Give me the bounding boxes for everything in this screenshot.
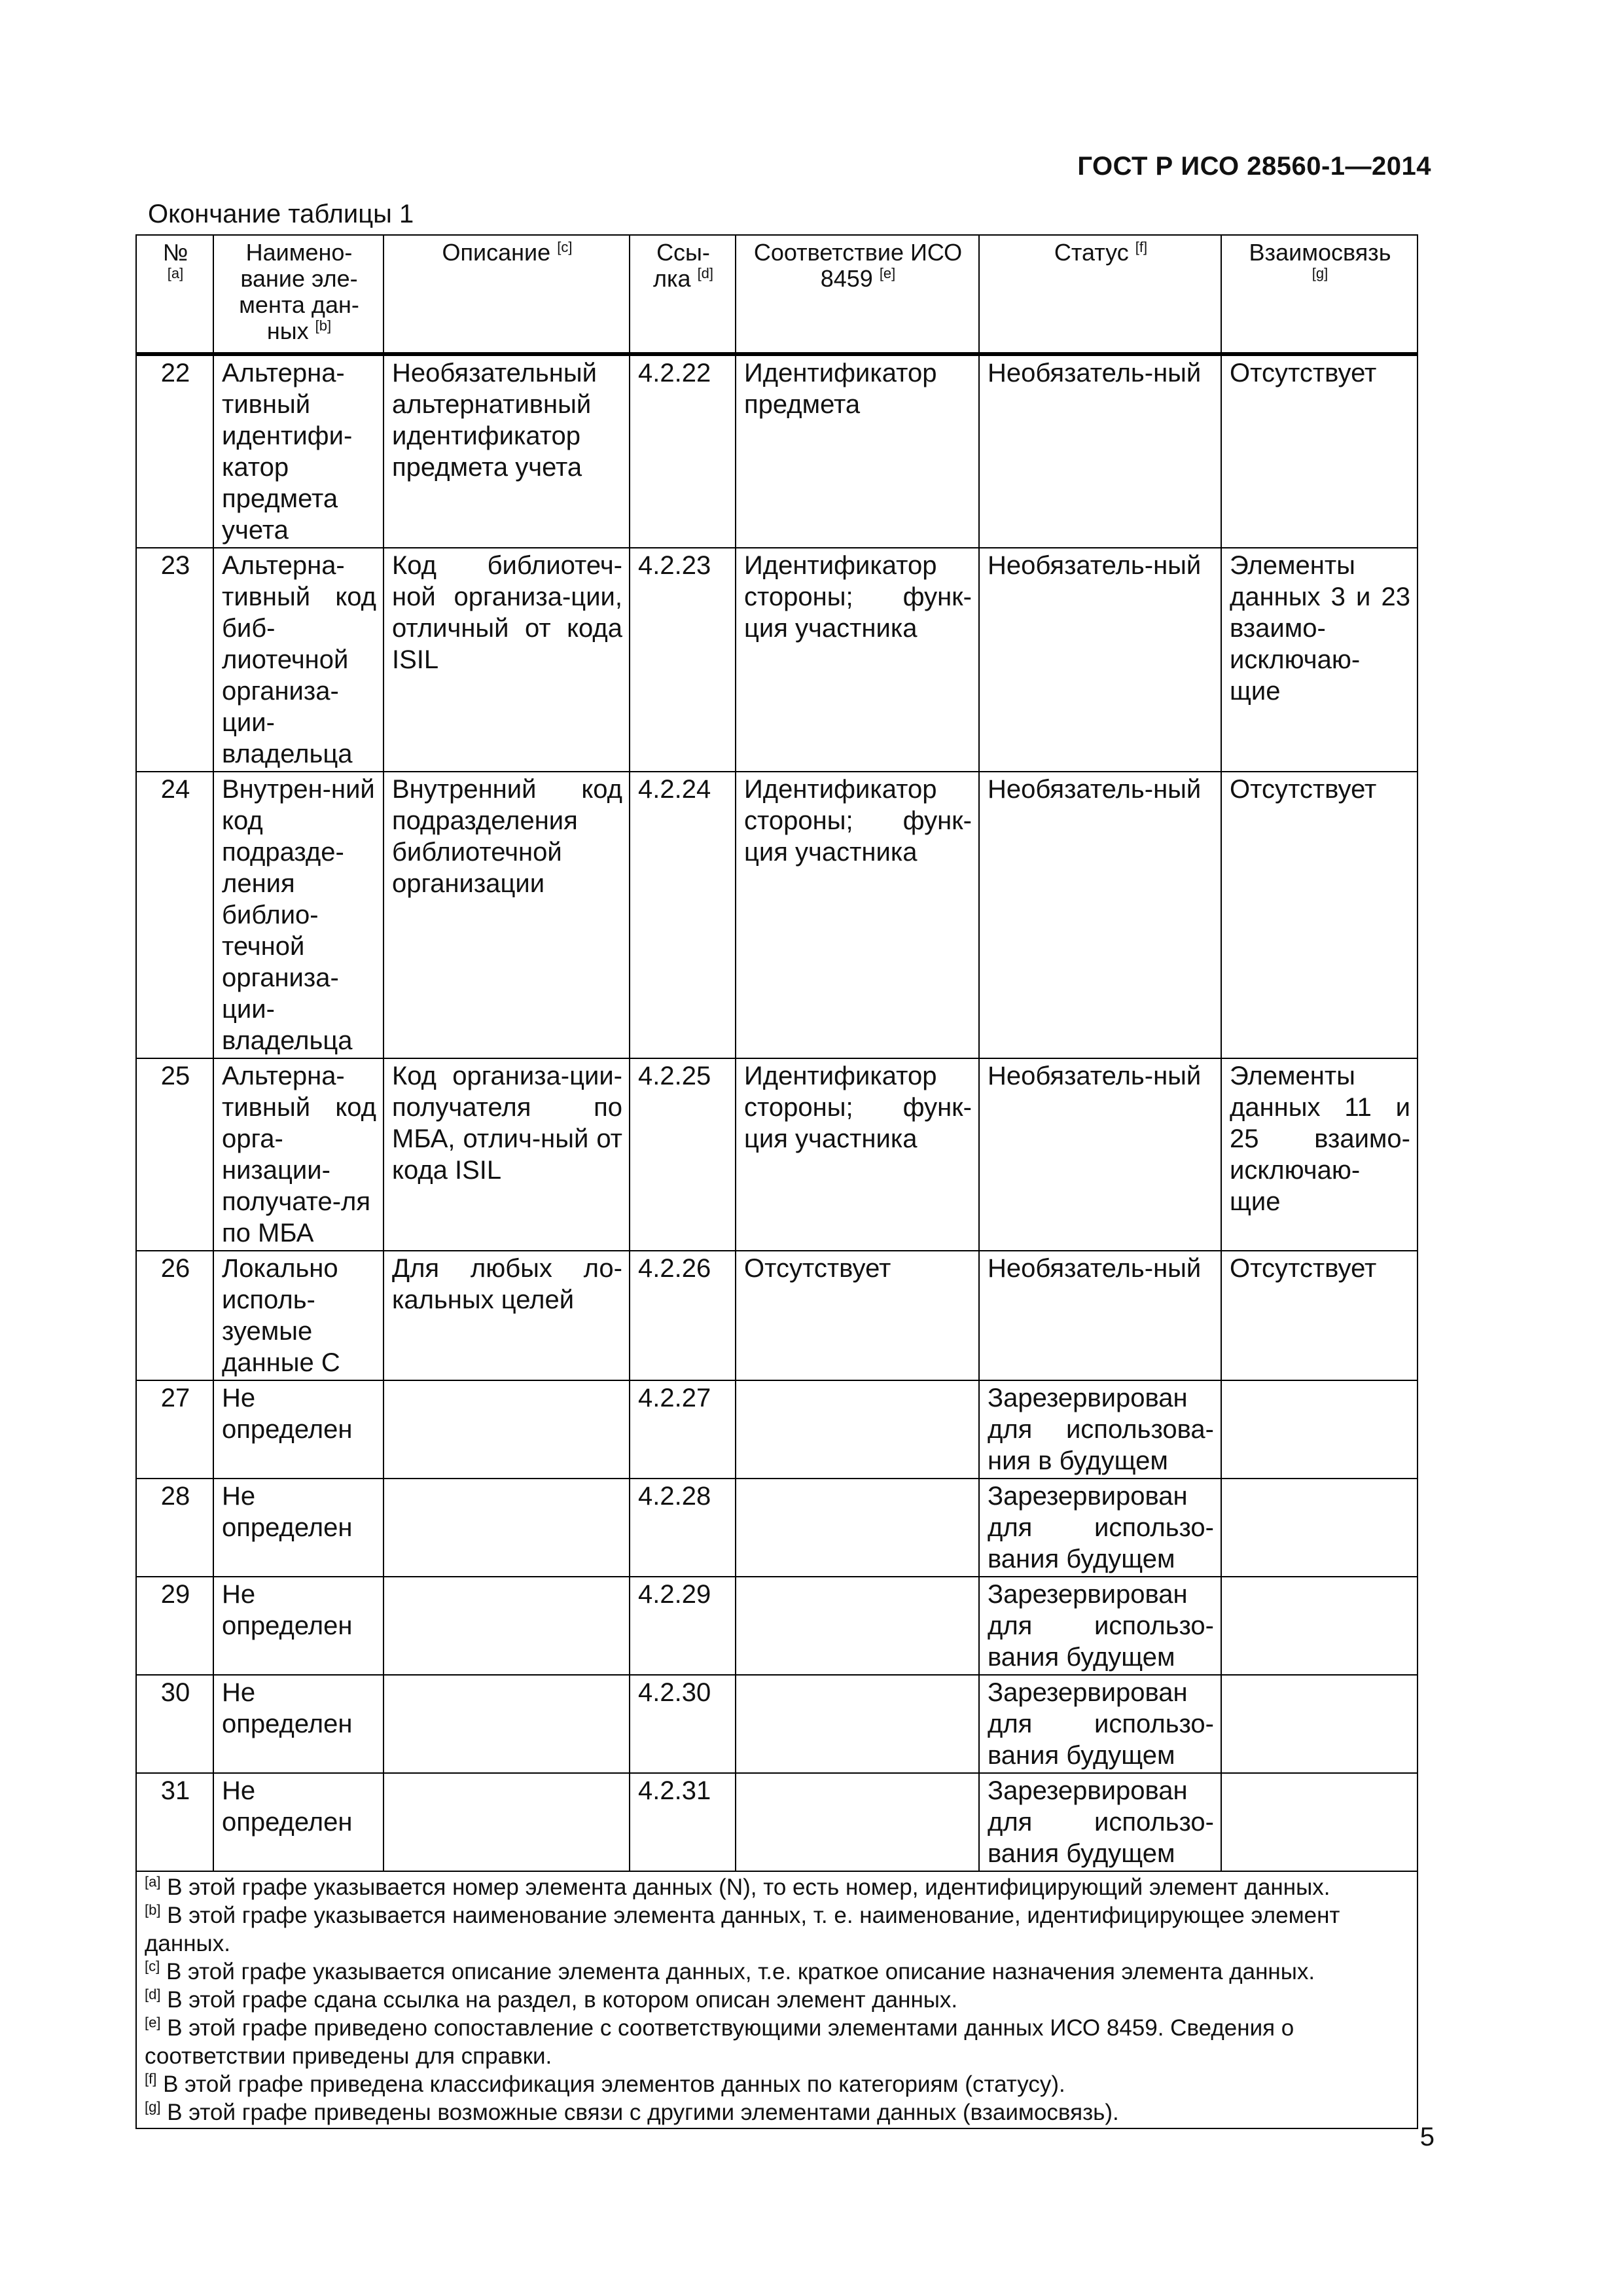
cell-relation — [1221, 1380, 1418, 1479]
cell-iso-8459 — [736, 1773, 979, 1871]
cell-relation: Отсутствует — [1221, 354, 1418, 548]
column-header-description: Описание [c] — [383, 235, 630, 354]
cell-description: Код организа-ции-получателя по МБА, отлич-ный от кода ISIL — [383, 1058, 630, 1251]
document-header-standard-id: ГОСТ Р ИСО 28560-1—2014 — [1077, 152, 1431, 181]
cell-reference: 4.2.26 — [630, 1251, 736, 1380]
cell-description: Код библиотеч-ной организа-ции, отличный от кода ISIL — [383, 548, 630, 772]
table-row — [136, 772, 1418, 1058]
footnote-mark: [c] — [145, 1958, 160, 1975]
cell-reference: 4.2.31 — [630, 1773, 736, 1871]
cell-reference: 4.2.25 — [630, 1058, 736, 1251]
cell-iso-8459: Идентификатор стороны; функ-ция участника — [736, 1058, 979, 1251]
cell-name: Локально исполь-зуемые данные С — [213, 1251, 383, 1380]
cell-description — [383, 1577, 630, 1675]
cell-description — [383, 1479, 630, 1577]
footnote — [145, 1958, 1410, 1986]
footnote — [145, 2098, 1410, 2126]
cell-description: Необязательный альтернативный идентификатор предмета учета — [383, 354, 630, 548]
column-header-reference: Ссы-лка [d] — [630, 235, 736, 354]
cell-name: Не определен — [213, 1675, 383, 1773]
cell-relation: Элементы данных 3 и 23 взаимо-исключаю-щие — [1221, 548, 1418, 772]
cell-description — [383, 1675, 630, 1773]
footnote — [145, 1901, 1410, 1958]
column-header-iso-8459: Соответствие ИСО 8459 [e] — [736, 235, 979, 354]
footnote-text: В этой графе приведена классификация элементов данных по категориям (статусу). — [163, 2072, 1065, 2097]
cell-number: 24 — [136, 772, 213, 1058]
table-caption: Окончание таблицы 1 — [148, 200, 414, 228]
column-header-relation: Взаимосвязь [g] — [1221, 235, 1418, 354]
cell-relation: Отсутствует — [1221, 772, 1418, 1058]
footnote-text: В этой графе приведены возможные связи с другими элементами данных (взаимосвязь). — [167, 2100, 1119, 2125]
cell-status: Необязатель-ный — [979, 772, 1221, 1058]
table-row — [136, 1675, 1418, 1773]
cell-iso-8459: Идентификатор стороны; функ-ция участника — [736, 548, 979, 772]
cell-status: Необязатель-ный — [979, 1251, 1221, 1380]
cell-number: 29 — [136, 1577, 213, 1675]
table-row — [136, 1479, 1418, 1577]
footnote-text: В этой графе указывается номер элемента данных (N), то есть номер, идентифицирующий элемент данных. — [167, 1874, 1330, 1900]
footnotes-list — [145, 1873, 1410, 2126]
cell-status: Зарезервирован для использо-вания будущем — [979, 1577, 1221, 1675]
cell-reference: 4.2.22 — [630, 354, 736, 548]
footnote-mark: [e] — [145, 2014, 161, 2031]
cell-relation — [1221, 1773, 1418, 1871]
cell-description — [383, 1380, 630, 1479]
cell-description: Внутренний код подразделения библиотечной организации — [383, 772, 630, 1058]
cell-iso-8459: Идентификатор стороны; функ-ция участника — [736, 772, 979, 1058]
cell-relation — [1221, 1577, 1418, 1675]
cell-name: Альтерна-тивный код биб-лиотечной организа-ции-владельца — [213, 548, 383, 772]
cell-relation — [1221, 1675, 1418, 1773]
cell-iso-8459 — [736, 1675, 979, 1773]
cell-status: Зарезервирован для использова-ния в будущем — [979, 1380, 1221, 1479]
footnotes-cell — [136, 1871, 1418, 2128]
cell-number: 23 — [136, 548, 213, 772]
cell-reference: 4.2.28 — [630, 1479, 736, 1577]
cell-name: Внутрен-ний код подразде-ления библио-течной организа-ции-владельца — [213, 772, 383, 1058]
footnote-mark: [b] — [145, 1901, 161, 1918]
table-header-row — [136, 235, 1418, 354]
cell-number: 22 — [136, 354, 213, 548]
cell-reference: 4.2.23 — [630, 548, 736, 772]
cell-relation: Отсутствует — [1221, 1251, 1418, 1380]
footnote-mark: [f] — [145, 2070, 157, 2087]
footnote — [145, 2070, 1410, 2098]
data-elements-table — [135, 234, 1418, 2129]
footnote — [145, 1873, 1410, 1901]
cell-status: Необязатель-ный — [979, 354, 1221, 548]
table-row — [136, 1058, 1418, 1251]
cell-iso-8459 — [736, 1479, 979, 1577]
cell-iso-8459: Идентификатор предмета — [736, 354, 979, 548]
cell-iso-8459 — [736, 1380, 979, 1479]
footnotes-row — [136, 1871, 1418, 2128]
cell-number: 25 — [136, 1058, 213, 1251]
cell-name: Не определен — [213, 1479, 383, 1577]
footnote-text: В этой графе указывается наименование элемента данных, т. е. наименование, идентифицирующее элемент данных. — [145, 1903, 1340, 1956]
footnote — [145, 2014, 1410, 2070]
table-row — [136, 1251, 1418, 1380]
column-header-name: Наимено-вание эле-мента дан-ных [b] — [213, 235, 383, 354]
cell-status: Необязатель-ный — [979, 1058, 1221, 1251]
cell-description: Для любых ло-кальных целей — [383, 1251, 630, 1380]
cell-status: Зарезервирован для использо-вания будущем — [979, 1479, 1221, 1577]
footnote-text: В этой графе сдана ссылка на раздел, в котором описан элемент данных. — [167, 1987, 958, 2013]
cell-name: Не определен — [213, 1380, 383, 1479]
cell-reference: 4.2.27 — [630, 1380, 736, 1479]
table-row — [136, 548, 1418, 772]
cell-number: 28 — [136, 1479, 213, 1577]
footnote-mark: [g] — [145, 2098, 161, 2115]
column-header-number: № [a] — [136, 235, 213, 354]
cell-status: Зарезервирован для использо-вания будущем — [979, 1773, 1221, 1871]
cell-number: 31 — [136, 1773, 213, 1871]
table-row — [136, 1577, 1418, 1675]
cell-iso-8459 — [736, 1577, 979, 1675]
cell-reference: 4.2.30 — [630, 1675, 736, 1773]
cell-relation: Элементы данных 11 и 25 взаимо-исключаю-щие — [1221, 1058, 1418, 1251]
table-row — [136, 1380, 1418, 1479]
page-number: 5 — [1419, 2123, 1435, 2151]
cell-name: Альтерна-тивный идентифи-катор предмета учета — [213, 354, 383, 548]
cell-name: Не определен — [213, 1773, 383, 1871]
table-row — [136, 354, 1418, 548]
footnote-mark: [d] — [145, 1986, 161, 2003]
column-header-status: Статус [f] — [979, 235, 1221, 354]
cell-status: Зарезервирован для использо-вания будущем — [979, 1675, 1221, 1773]
cell-relation — [1221, 1479, 1418, 1577]
cell-number: 26 — [136, 1251, 213, 1380]
cell-status: Необязатель-ный — [979, 548, 1221, 772]
footnote — [145, 1986, 1410, 2014]
cell-reference: 4.2.29 — [630, 1577, 736, 1675]
footnote-mark: [a] — [145, 1873, 161, 1890]
cell-iso-8459: Отсутствует — [736, 1251, 979, 1380]
cell-number: 30 — [136, 1675, 213, 1773]
footnote-text: В этой графе указывается описание элемента данных, т.е. краткое описание назначения элемента данных. — [166, 1959, 1315, 1984]
cell-reference: 4.2.24 — [630, 772, 736, 1058]
footnote-text: В этой графе приведено сопоставление с соответствующими элементами данных ИСО 8459. Сведения о соответствии приведены для справки. — [145, 2015, 1294, 2069]
table-row — [136, 1773, 1418, 1871]
cell-number: 27 — [136, 1380, 213, 1479]
cell-name: Альтерна-тивный код орга-низации-получате-ля по МБА — [213, 1058, 383, 1251]
cell-name: Не определен — [213, 1577, 383, 1675]
cell-description — [383, 1773, 630, 1871]
